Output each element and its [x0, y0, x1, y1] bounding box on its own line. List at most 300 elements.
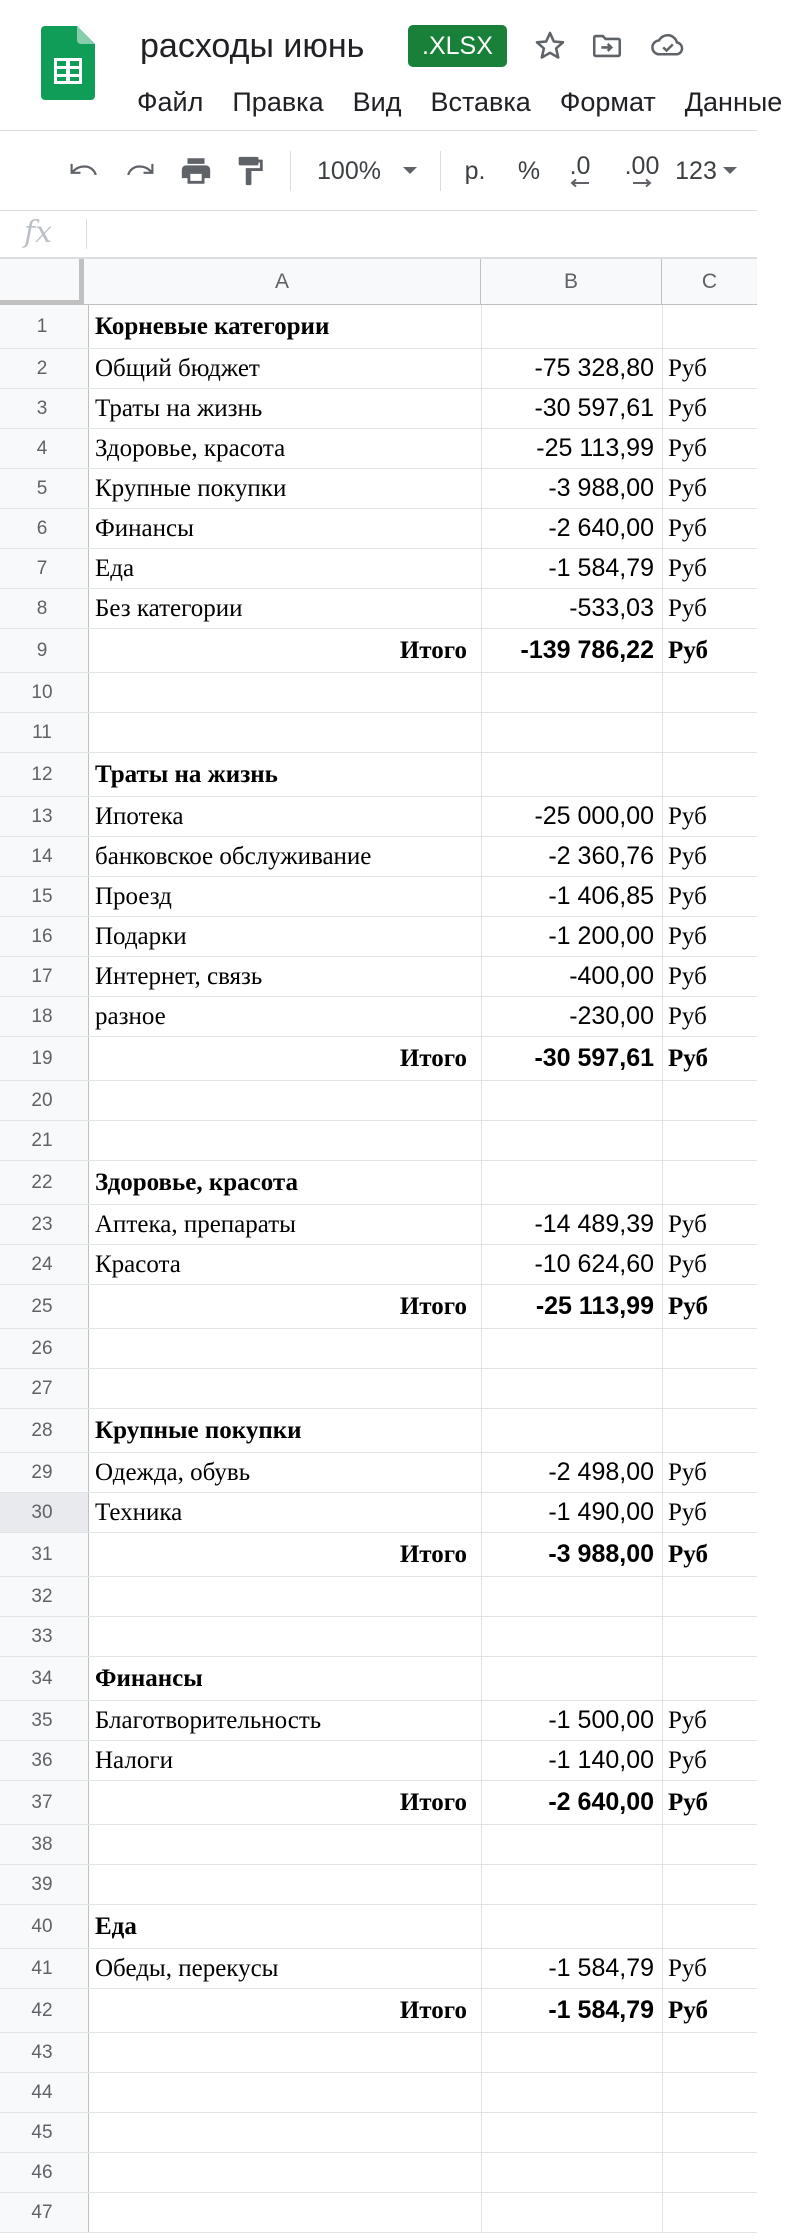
cell-b[interactable] — [481, 1577, 662, 1616]
cell-b[interactable]: -139 786,22 — [520, 636, 654, 664]
cell-c[interactable]: Руб — [668, 842, 707, 870]
formula-input[interactable] — [96, 217, 746, 251]
row-header[interactable]: 44 — [0, 2073, 89, 2112]
decrease-decimal-button[interactable] — [560, 149, 600, 193]
cell-a[interactable]: Благотворительность — [95, 1706, 322, 1734]
menu-format[interactable]: Формат — [559, 87, 656, 117]
cell-b[interactable] — [481, 1081, 662, 1120]
table-row — [0, 305, 757, 349]
cell-b[interactable]: -1 584,79 — [548, 554, 654, 582]
table-row — [0, 1245, 757, 1285]
cell-b[interactable]: -1 584,79 — [548, 1996, 654, 2024]
cell-b[interactable]: -230,00 — [569, 1002, 654, 1030]
cell-b[interactable]: -10 624,60 — [534, 1250, 654, 1278]
column-gridline — [662, 1409, 663, 1452]
table-row — [0, 1949, 757, 1989]
row-header[interactable]: 20 — [0, 1081, 89, 1120]
table-row — [0, 957, 757, 997]
cell-c[interactable] — [662, 2153, 757, 2192]
cell-a[interactable] — [89, 1865, 481, 1904]
row-header[interactable]: 38 — [0, 1825, 89, 1864]
cell-c[interactable]: Руб — [668, 1250, 707, 1278]
column-gridline — [662, 305, 663, 348]
cell-c[interactable] — [662, 305, 757, 348]
select-all-corner[interactable] — [0, 259, 84, 305]
table-row — [0, 797, 757, 837]
column-gridline — [481, 673, 482, 712]
cell-b[interactable]: -400,00 — [569, 962, 654, 990]
cell-b[interactable] — [481, 1121, 662, 1160]
cell-b[interactable] — [481, 2073, 662, 2112]
row-header[interactable]: 40 — [0, 1905, 89, 1948]
column-gridline — [662, 2193, 663, 2232]
cell-b[interactable] — [481, 713, 662, 752]
cell-b[interactable]: -25 113,99 — [536, 434, 654, 462]
cell-b[interactable] — [481, 2193, 662, 2232]
chevron-down-icon — [403, 166, 417, 176]
cell-c[interactable]: Руб — [668, 802, 707, 830]
table-row — [0, 509, 757, 549]
cell-b[interactable] — [481, 1161, 662, 1204]
cell-a[interactable] — [89, 1329, 481, 1368]
cell-b[interactable]: -25 000,00 — [534, 802, 654, 830]
row-header[interactable]: 24 — [0, 1245, 89, 1284]
cell-a[interactable] — [89, 1617, 481, 1656]
row-header[interactable]: 36 — [0, 1741, 89, 1780]
table-row — [0, 1329, 757, 1369]
row-header[interactable]: 46 — [0, 2153, 89, 2192]
column-gridline — [481, 469, 482, 508]
table-row — [0, 2153, 757, 2193]
cell-a[interactable]: Еда — [95, 1912, 137, 1940]
cell-c[interactable] — [662, 2193, 757, 2232]
table-row — [0, 549, 757, 589]
cell-a[interactable]: Корневые категории — [95, 312, 330, 340]
row-header[interactable]: 34 — [0, 1657, 89, 1700]
cell-c[interactable]: Руб — [668, 1044, 708, 1072]
row-header[interactable]: 45 — [0, 2113, 89, 2152]
row-header[interactable]: 1 — [0, 305, 89, 348]
cell-a[interactable]: Траты на жизнь — [95, 760, 278, 788]
cell-a[interactable] — [89, 673, 481, 712]
format-percent-button[interactable] — [510, 149, 548, 193]
cell-c[interactable]: Руб — [668, 1954, 707, 1982]
table-row — [0, 1825, 757, 1865]
column-gridline — [481, 1121, 482, 1160]
column-gridline — [481, 997, 482, 1036]
format-currency-button[interactable] — [454, 149, 496, 193]
column-gridline — [481, 797, 482, 836]
cell-c[interactable] — [662, 2033, 757, 2072]
row-header[interactable]: 10 — [0, 673, 89, 712]
cell-c[interactable] — [662, 673, 757, 712]
cell-b[interactable] — [481, 673, 662, 712]
cell-a[interactable] — [89, 1577, 481, 1616]
cell-a[interactable] — [89, 713, 481, 752]
column-gridline — [481, 1081, 482, 1120]
cell-a[interactable] — [89, 2113, 481, 2152]
cell-a[interactable]: Здоровье, красота — [95, 434, 286, 462]
column-gridline — [481, 957, 482, 996]
menu-edit[interactable]: Правка — [232, 87, 324, 117]
cell-b[interactable] — [481, 305, 662, 348]
cell-b[interactable]: -2 640,00 — [548, 514, 654, 542]
cell-a[interactable]: Итого — [399, 1044, 467, 1072]
row-header[interactable]: 5 — [0, 469, 89, 508]
table-row — [0, 753, 757, 797]
cell-b[interactable]: -1 490,00 — [548, 1498, 654, 1526]
row-header[interactable]: 30 — [0, 1493, 89, 1532]
column-gridline — [662, 1205, 663, 1244]
cell-a[interactable]: Здоровье, красота — [95, 1168, 298, 1196]
table-row — [0, 1533, 757, 1577]
file-format-badge: .XLSX — [408, 25, 507, 67]
row-header[interactable]: 42 — [0, 1989, 89, 2032]
column-gridline — [662, 713, 663, 752]
cell-c[interactable]: Руб — [668, 1746, 707, 1774]
cell-b[interactable] — [481, 2153, 662, 2192]
cell-c[interactable] — [662, 1369, 757, 1408]
redo-icon[interactable] — [118, 149, 162, 193]
row-header[interactable]: 41 — [0, 1949, 89, 1988]
chevron-down-icon — [723, 166, 737, 176]
column-gridline — [662, 1905, 663, 1948]
row-header[interactable]: 28 — [0, 1409, 89, 1452]
cell-a[interactable]: Одежда, обувь — [95, 1458, 251, 1486]
table-row — [0, 673, 757, 713]
cell-b[interactable] — [481, 1369, 662, 1408]
table-row — [0, 1701, 757, 1741]
rows-container — [0, 305, 757, 2233]
column-gridline — [481, 2073, 482, 2112]
cell-c[interactable]: Руб — [668, 1292, 708, 1320]
cell-a[interactable]: Налоги — [95, 1746, 173, 1774]
row-header[interactable]: 23 — [0, 1205, 89, 1244]
cell-a[interactable]: Еда — [95, 554, 135, 582]
cell-a[interactable]: Аптека, препараты — [95, 1210, 296, 1238]
sheets-logo-icon[interactable] — [41, 26, 95, 100]
row-header[interactable]: 25 — [0, 1285, 89, 1328]
cell-a[interactable]: Итого — [399, 1292, 467, 1320]
row-header[interactable]: 3 — [0, 389, 89, 428]
cell-b[interactable]: -1 200,00 — [548, 922, 654, 950]
row-header[interactable]: 14 — [0, 837, 89, 876]
document-title[interactable]: расходы июнь — [140, 27, 365, 65]
table-row — [0, 877, 757, 917]
row-header[interactable]: 11 — [0, 713, 89, 752]
table-row — [0, 1657, 757, 1701]
cell-b[interactable] — [481, 1825, 662, 1864]
cell-c[interactable] — [662, 1865, 757, 1904]
column-gridline — [481, 1577, 482, 1616]
cell-b[interactable]: -533,03 — [569, 594, 654, 622]
cell-a[interactable]: Финансы — [95, 1664, 203, 1692]
table-row — [0, 389, 757, 429]
cell-b[interactable]: -1 584,79 — [548, 1954, 654, 1982]
row-header[interactable]: 19 — [0, 1037, 89, 1080]
cell-c[interactable]: Руб — [668, 1210, 707, 1238]
cell-c[interactable] — [662, 1409, 757, 1452]
cell-b[interactable] — [481, 1905, 662, 1948]
cell-b[interactable] — [481, 1329, 662, 1368]
cell-a[interactable]: Итого — [399, 1996, 467, 2024]
row-header[interactable]: 31 — [0, 1533, 89, 1576]
row-header[interactable]: 13 — [0, 797, 89, 836]
formula-bar — [0, 211, 757, 257]
menu-file[interactable]: Файл — [137, 87, 204, 117]
row-header[interactable]: 29 — [0, 1453, 89, 1492]
row-header[interactable]: 9 — [0, 629, 89, 672]
title-bar — [0, 0, 783, 130]
cell-b[interactable] — [481, 1657, 662, 1700]
column-gridline — [481, 1037, 482, 1080]
cell-c[interactable]: Руб — [668, 594, 707, 622]
cell-c[interactable]: Руб — [668, 1540, 708, 1568]
cell-a[interactable]: Проезд — [95, 882, 172, 910]
table-row — [0, 997, 757, 1037]
cell-a[interactable] — [89, 1081, 481, 1120]
column-gridline — [481, 1245, 482, 1284]
cell-b[interactable] — [481, 1409, 662, 1452]
cell-c[interactable]: Руб — [668, 434, 707, 462]
cell-b[interactable]: -25 113,99 — [535, 1292, 654, 1320]
toolbar — [0, 131, 757, 210]
cell-a[interactable]: Итого — [399, 636, 467, 664]
cell-c[interactable] — [662, 1121, 757, 1160]
formula-separator — [86, 219, 87, 249]
cell-a[interactable]: Крупные покупки — [95, 1416, 302, 1444]
increase-decimal-button[interactable] — [618, 149, 666, 193]
column-header-a[interactable]: A — [84, 259, 481, 305]
cell-a[interactable]: Интернет, связь — [95, 962, 263, 990]
cell-a[interactable]: Без категории — [95, 594, 243, 622]
row-header[interactable]: 2 — [0, 349, 89, 388]
column-gridline — [662, 1865, 663, 1904]
column-gridline — [481, 917, 482, 956]
move-to-folder-icon[interactable] — [585, 24, 629, 68]
cell-c[interactable] — [662, 1905, 757, 1948]
column-gridline — [662, 1657, 663, 1700]
cloud-status-icon[interactable] — [646, 24, 690, 68]
cell-c[interactable] — [662, 2113, 757, 2152]
column-gridline — [662, 589, 663, 628]
column-gridline — [481, 1617, 482, 1656]
cell-a[interactable] — [89, 2033, 481, 2072]
cell-b[interactable]: -1 406,85 — [548, 882, 654, 910]
cell-c[interactable] — [662, 1329, 757, 1368]
cell-a[interactable]: Обеды, перекусы — [95, 1954, 279, 1982]
cell-b[interactable] — [481, 1865, 662, 1904]
cell-a[interactable] — [89, 2153, 481, 2192]
row-header[interactable]: 32 — [0, 1577, 89, 1616]
menu-data[interactable]: Данные — [684, 87, 783, 117]
row-header[interactable]: 7 — [0, 549, 89, 588]
table-row — [0, 1161, 757, 1205]
column-gridline — [481, 429, 482, 468]
cell-b[interactable]: -3 988,00 — [548, 474, 654, 502]
cell-c[interactable]: Руб — [668, 882, 707, 910]
cell-c[interactable]: Руб — [668, 1706, 707, 1734]
cell-c[interactable] — [662, 713, 757, 752]
cell-c[interactable]: Руб — [668, 354, 707, 382]
cell-a[interactable]: Общий бюджет — [95, 354, 260, 382]
table-row — [0, 2193, 757, 2233]
row-header[interactable]: 47 — [0, 2193, 89, 2232]
cell-c[interactable] — [662, 1081, 757, 1120]
cell-c[interactable] — [662, 1825, 757, 1864]
column-gridline — [662, 1617, 663, 1656]
cell-c[interactable] — [662, 1577, 757, 1616]
cell-a[interactable]: разное — [95, 1002, 166, 1030]
row-header[interactable]: 16 — [0, 917, 89, 956]
column-gridline — [481, 837, 482, 876]
column-gridline — [662, 1577, 663, 1616]
cell-a[interactable]: Подарки — [95, 922, 187, 950]
cell-c[interactable]: Руб — [668, 962, 707, 990]
column-gridline — [481, 877, 482, 916]
cell-b[interactable]: -30 597,61 — [534, 1044, 654, 1072]
row-header[interactable]: 4 — [0, 429, 89, 468]
cell-c[interactable]: Руб — [668, 394, 707, 422]
cell-b[interactable]: -2 640,00 — [548, 1788, 654, 1816]
column-gridline — [662, 2113, 663, 2152]
column-gridline — [662, 673, 663, 712]
cell-c[interactable]: Руб — [668, 636, 708, 664]
column-gridline — [481, 1825, 482, 1864]
cell-b[interactable]: -3 988,00 — [548, 1540, 654, 1568]
cell-c[interactable]: Руб — [668, 1458, 707, 1486]
column-gridline — [481, 1409, 482, 1452]
table-row — [0, 1865, 757, 1905]
row-header[interactable]: 17 — [0, 957, 89, 996]
column-gridline — [662, 1037, 663, 1080]
cell-a[interactable] — [89, 1121, 481, 1160]
cell-c[interactable]: Руб — [668, 1996, 708, 2024]
cell-b[interactable]: -2 360,76 — [548, 842, 654, 870]
column-gridline — [481, 1905, 482, 1948]
cell-a[interactable]: Финансы — [95, 514, 194, 542]
row-header[interactable]: 26 — [0, 1329, 89, 1368]
row-header[interactable]: 22 — [0, 1161, 89, 1204]
column-gridline — [662, 1825, 663, 1864]
zoom-select[interactable] — [306, 149, 428, 193]
cell-a[interactable]: Ипотека — [95, 802, 184, 830]
menu-view[interactable]: Вид — [352, 87, 402, 117]
cell-c[interactable]: Руб — [668, 1788, 708, 1816]
column-header-b[interactable]: B — [481, 259, 662, 305]
cell-b[interactable]: -75 328,80 — [534, 354, 654, 382]
cell-c[interactable] — [662, 1657, 757, 1700]
cell-c[interactable]: Руб — [668, 1002, 707, 1030]
cell-c[interactable] — [662, 1617, 757, 1656]
column-gridline — [662, 2033, 663, 2072]
row-header[interactable]: 15 — [0, 877, 89, 916]
cell-a[interactable]: Итого — [399, 1788, 467, 1816]
row-header[interactable]: 21 — [0, 1121, 89, 1160]
column-gridline — [481, 629, 482, 672]
row-header[interactable]: 35 — [0, 1701, 89, 1740]
row-header[interactable]: 27 — [0, 1369, 89, 1408]
column-gridline — [662, 1369, 663, 1408]
row-header[interactable]: 43 — [0, 2033, 89, 2072]
table-row — [0, 1617, 757, 1657]
column-gridline — [481, 2033, 482, 2072]
cell-a[interactable]: банковское обслуживание — [95, 842, 372, 870]
cell-a[interactable] — [89, 2193, 481, 2232]
cell-a[interactable] — [89, 1825, 481, 1864]
cell-b[interactable] — [481, 753, 662, 796]
cell-b[interactable]: -30 597,61 — [534, 394, 654, 422]
table-row — [0, 469, 757, 509]
cell-b[interactable]: -2 498,00 — [548, 1458, 654, 1486]
table-row — [0, 1453, 757, 1493]
column-gridline — [662, 997, 663, 1036]
cell-c[interactable]: Руб — [668, 474, 707, 502]
menu-insert[interactable]: Вставка — [430, 87, 531, 117]
cell-a[interactable] — [89, 2073, 481, 2112]
cell-a[interactable] — [89, 1369, 481, 1408]
cell-a[interactable]: Траты на жизнь — [95, 394, 263, 422]
column-gridline — [662, 797, 663, 836]
column-gridline — [481, 1741, 482, 1780]
column-gridline — [662, 1329, 663, 1368]
cell-b[interactable]: -14 489,39 — [534, 1210, 654, 1238]
row-header[interactable]: 39 — [0, 1865, 89, 1904]
paint-format-icon[interactable] — [228, 149, 272, 193]
cell-c[interactable] — [662, 2073, 757, 2112]
table-row — [0, 713, 757, 753]
column-header-c[interactable]: C — [662, 259, 757, 305]
row-header[interactable]: 18 — [0, 997, 89, 1036]
column-gridline — [481, 1329, 482, 1368]
row-header[interactable]: 8 — [0, 589, 89, 628]
row-header[interactable]: 6 — [0, 509, 89, 548]
cell-b[interactable]: -1 140,00 — [548, 1746, 654, 1774]
cell-c[interactable]: Руб — [668, 514, 707, 542]
cell-c[interactable]: Руб — [668, 554, 707, 582]
cell-c[interactable]: Руб — [668, 922, 707, 950]
undo-icon[interactable] — [62, 149, 106, 193]
cell-a[interactable]: Красота — [95, 1250, 181, 1278]
cell-c[interactable] — [662, 1161, 757, 1204]
cell-b[interactable] — [481, 2033, 662, 2072]
table-row — [0, 429, 757, 469]
row-header[interactable]: 33 — [0, 1617, 89, 1656]
column-gridline — [481, 1949, 482, 1988]
cell-a[interactable]: Итого — [399, 1540, 467, 1568]
print-icon[interactable] — [174, 149, 218, 193]
column-gridline — [481, 1657, 482, 1700]
cell-b[interactable] — [481, 2113, 662, 2152]
more-formats-select[interactable] — [672, 149, 740, 193]
cell-c[interactable]: Руб — [668, 1498, 707, 1526]
cell-b[interactable] — [481, 1617, 662, 1656]
column-gridline — [662, 1701, 663, 1740]
row-header[interactable]: 12 — [0, 753, 89, 796]
column-gridline — [481, 1369, 482, 1408]
cell-b[interactable]: -1 500,00 — [548, 1706, 654, 1734]
table-row — [0, 1781, 757, 1825]
arrow-right-icon — [631, 178, 653, 188]
cell-c[interactable] — [662, 753, 757, 796]
cell-a[interactable]: Крупные покупки — [95, 474, 287, 502]
cell-a[interactable]: Техника — [95, 1498, 183, 1526]
column-gridline — [662, 1161, 663, 1204]
star-icon[interactable] — [528, 24, 572, 68]
table-row — [0, 2033, 757, 2073]
column-gridline — [481, 1701, 482, 1740]
row-header[interactable]: 37 — [0, 1781, 89, 1824]
